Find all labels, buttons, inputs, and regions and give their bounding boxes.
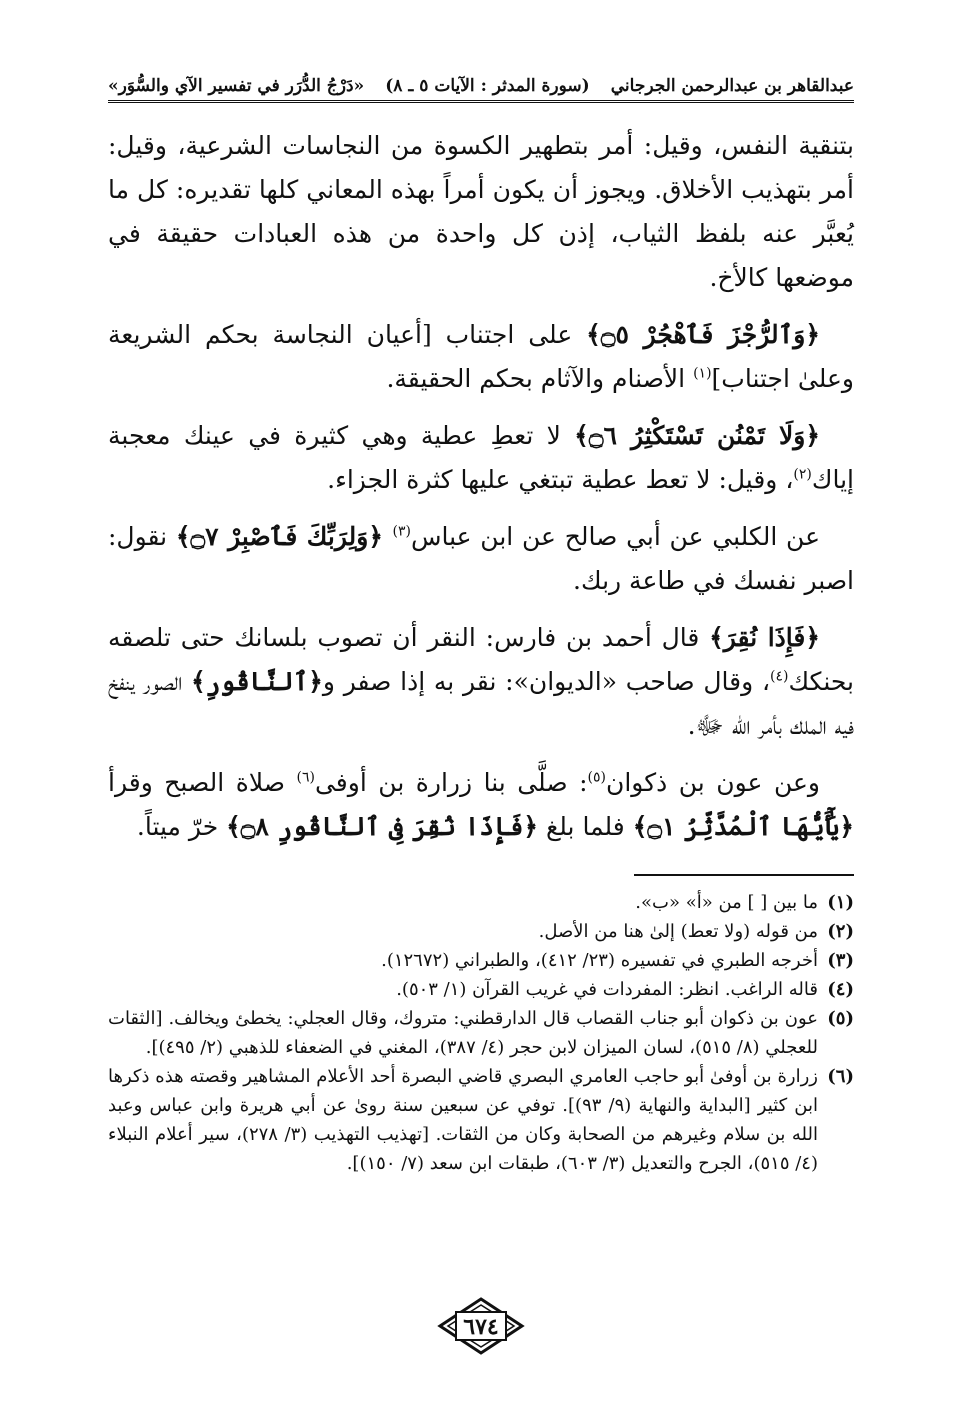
paragraph-5-text-b: ، وقال صاحب «الديوان»: نقر به إذا صفر و (322, 667, 771, 696)
paragraph-2-text-b: الأصنام والآثام بحكم الحقيقة. (386, 364, 694, 393)
header-author: عبدالقاهر بن عبدالرحمن الجرجاني (610, 76, 854, 96)
footnote-divider (634, 874, 854, 876)
running-header (108, 62, 854, 103)
paragraph-4-text-a: عن الكلبي عن أبي صالح عن ابن عباس (410, 522, 820, 551)
quran-phrase-naqur: ﴿ٱلنَّاقُورِ﴾ (191, 667, 323, 696)
page-number: ٦٧٤ (463, 1314, 499, 1340)
paragraph-6-text-c: صلاة الصبح وقرأ (108, 768, 297, 797)
footnote-ref-4[interactable]: (٤) (770, 668, 789, 685)
footnote-number: (١) (827, 892, 854, 913)
footnote-1 (108, 888, 854, 917)
paragraph-3-text-b: ، وقيل: لا تعط عطية تبتغي عليها كثرة الجزاء. (327, 465, 794, 494)
footnote-number: (٥) (827, 1008, 854, 1029)
footnote-ref-6[interactable]: (٦) (296, 769, 315, 786)
footnote-text: زرارة بن أوفىٰ أبو حاجب العامري البصري قاضي البصرة أحد الأعلام المشاهير وقصته هذه ذكرها ابن كثير [البداية والنهاية (٩/ ٩٣)]. توفي عن سبعين سنة روىٰ عن أبي هريرة وابن عباس وعبد الله بن سلام وغيرهم من الصحابة وكان من الثقات. [تهذيب التهذيب (٣/ ٢٧٨)، سير أعلام النبلاء (٤/ ٥١٥)، الجرح والتعديل (٣/ ٦٠٣)، طبقات ابن سعد (٧/ ١٥٠)]. (108, 1066, 818, 1174)
quran-verse-1: ﴿يَٰٓأَيُّهَا ٱلْمُدَّثِّرُ ۝١﴾ (632, 812, 854, 841)
main-text (108, 124, 854, 862)
paragraph-6-text-d: فلما بلغ (538, 812, 633, 841)
paragraph-6-text-a: وعن عون بن ذكوان (605, 768, 820, 797)
paragraph-6 (108, 761, 854, 849)
footnote-text: عون بن ذكوان أبو جناب القصاب قال الدارقطني: متروك، وقال العجلي: يخطئ ويخالف. [الثقات للعجلي (٨/ ٥١٥)، لسان الميزان لابن حجر (٤/ ٣٨٧)، المغني في الضعفاء للذهبي (٢/ ٤٩٥)]. (108, 1008, 818, 1058)
paragraph-5 (108, 616, 854, 748)
header-surah-range: (سورة المدثر : الآيات ٥ ـ ٨) (385, 76, 590, 96)
paragraph-6-text-b: : صلَّى بنا زرارة بن أوفى (314, 768, 588, 797)
paragraph-5-text-c: الصور ينفخ فيه الملك بأمر الله ﷻ. (108, 667, 854, 740)
footnote-text: قاله الراغب. انظر: المفردات في غريب القرآن (١/ ٥٠٣). (396, 979, 818, 1000)
quran-verse-6: ﴿وَلَا تَمْنُن تَسْتَكْثِرُ ۝٦﴾ (574, 421, 820, 450)
quran-verse-5: ﴿وَٱلرُّجْزَ فَٱهْجُرْ ۝٥﴾ (586, 320, 821, 349)
footnote-text: ما بين [ ] من «أ» «ب». (635, 892, 818, 913)
quran-verse-7: ﴿وَلِرَبِّكَ فَٱصْبِرْ ۝٧﴾ (175, 522, 393, 551)
paragraph-2-text-a: على اجتناب [أعيان النجاسة بحكم الشريعة وعلىٰ اجتناب] (108, 320, 854, 393)
footnote-number: (٣) (827, 950, 854, 971)
paragraph-5-text-a: قال أحمد بن فارس: النقر أن تصوب بلسانك حتى تلصقه بحنكك (108, 623, 854, 696)
footnote-6 (108, 1062, 854, 1178)
paragraph-3 (108, 414, 854, 502)
footnote-2 (108, 917, 854, 946)
quran-phrase-naqira: ﴿فَإِذَا نُقِرَ﴾ (709, 623, 820, 652)
footnote-5 (108, 1004, 854, 1062)
footnote-text: أخرجه الطبري في تفسيره (٢٣/ ٤١٢)، والطبراني (١٢٦٧٢). (381, 950, 818, 971)
paragraph-4 (108, 515, 854, 603)
paragraph-3-text-a: لا تعطِ عطية وهي كثيرة في عينك معجبة إياك (108, 421, 854, 494)
quran-verse-8: ﴿فَإِذَا نُقِرَ فِى ٱلنَّاقُورِ ۝٨﴾ (226, 812, 539, 841)
footnote-4 (108, 975, 854, 1004)
footnote-number: (٤) (827, 979, 854, 1000)
footnote-number: (٦) (827, 1066, 854, 1087)
footnote-3 (108, 946, 854, 975)
footnote-text: من قوله (ولا تعط) إلىٰ هنا من الأصل. (538, 921, 818, 942)
paragraph-4-text-b: نقول: اصبر نفسك في طاعة ربك. (108, 522, 854, 595)
footnote-ref-2[interactable]: (٢) (793, 466, 812, 483)
paragraph-6-text-e: خرّ ميتاً. (136, 812, 227, 841)
footnote-ref-1[interactable]: (١) (693, 365, 712, 382)
footnote-ref-5[interactable]: (٥) (587, 769, 606, 786)
paragraph-1: بتنقية النفس، وقيل: أمر بتطهير الكسوة من النجاسات الشرعية، وقيل: أمر بتهذيب الأخلاق. ويجوز أن يكون أمراً بهذه المعاني كلها تقديره: كل ما يُعبَّر عنه بلفظ الثياب، إذن كل واحدة من هذه العبادات حقيقة في موضعها كالأخ. (108, 131, 854, 292)
paragraph-2 (108, 313, 854, 401)
footnote-ref-3[interactable]: (٣) (392, 523, 411, 540)
footnotes (108, 888, 854, 1178)
header-book-title: «دَرْجُ الدُّرَر في تفسير الآي والسُّوَر» (108, 76, 365, 96)
footnote-number: (٢) (827, 921, 854, 942)
